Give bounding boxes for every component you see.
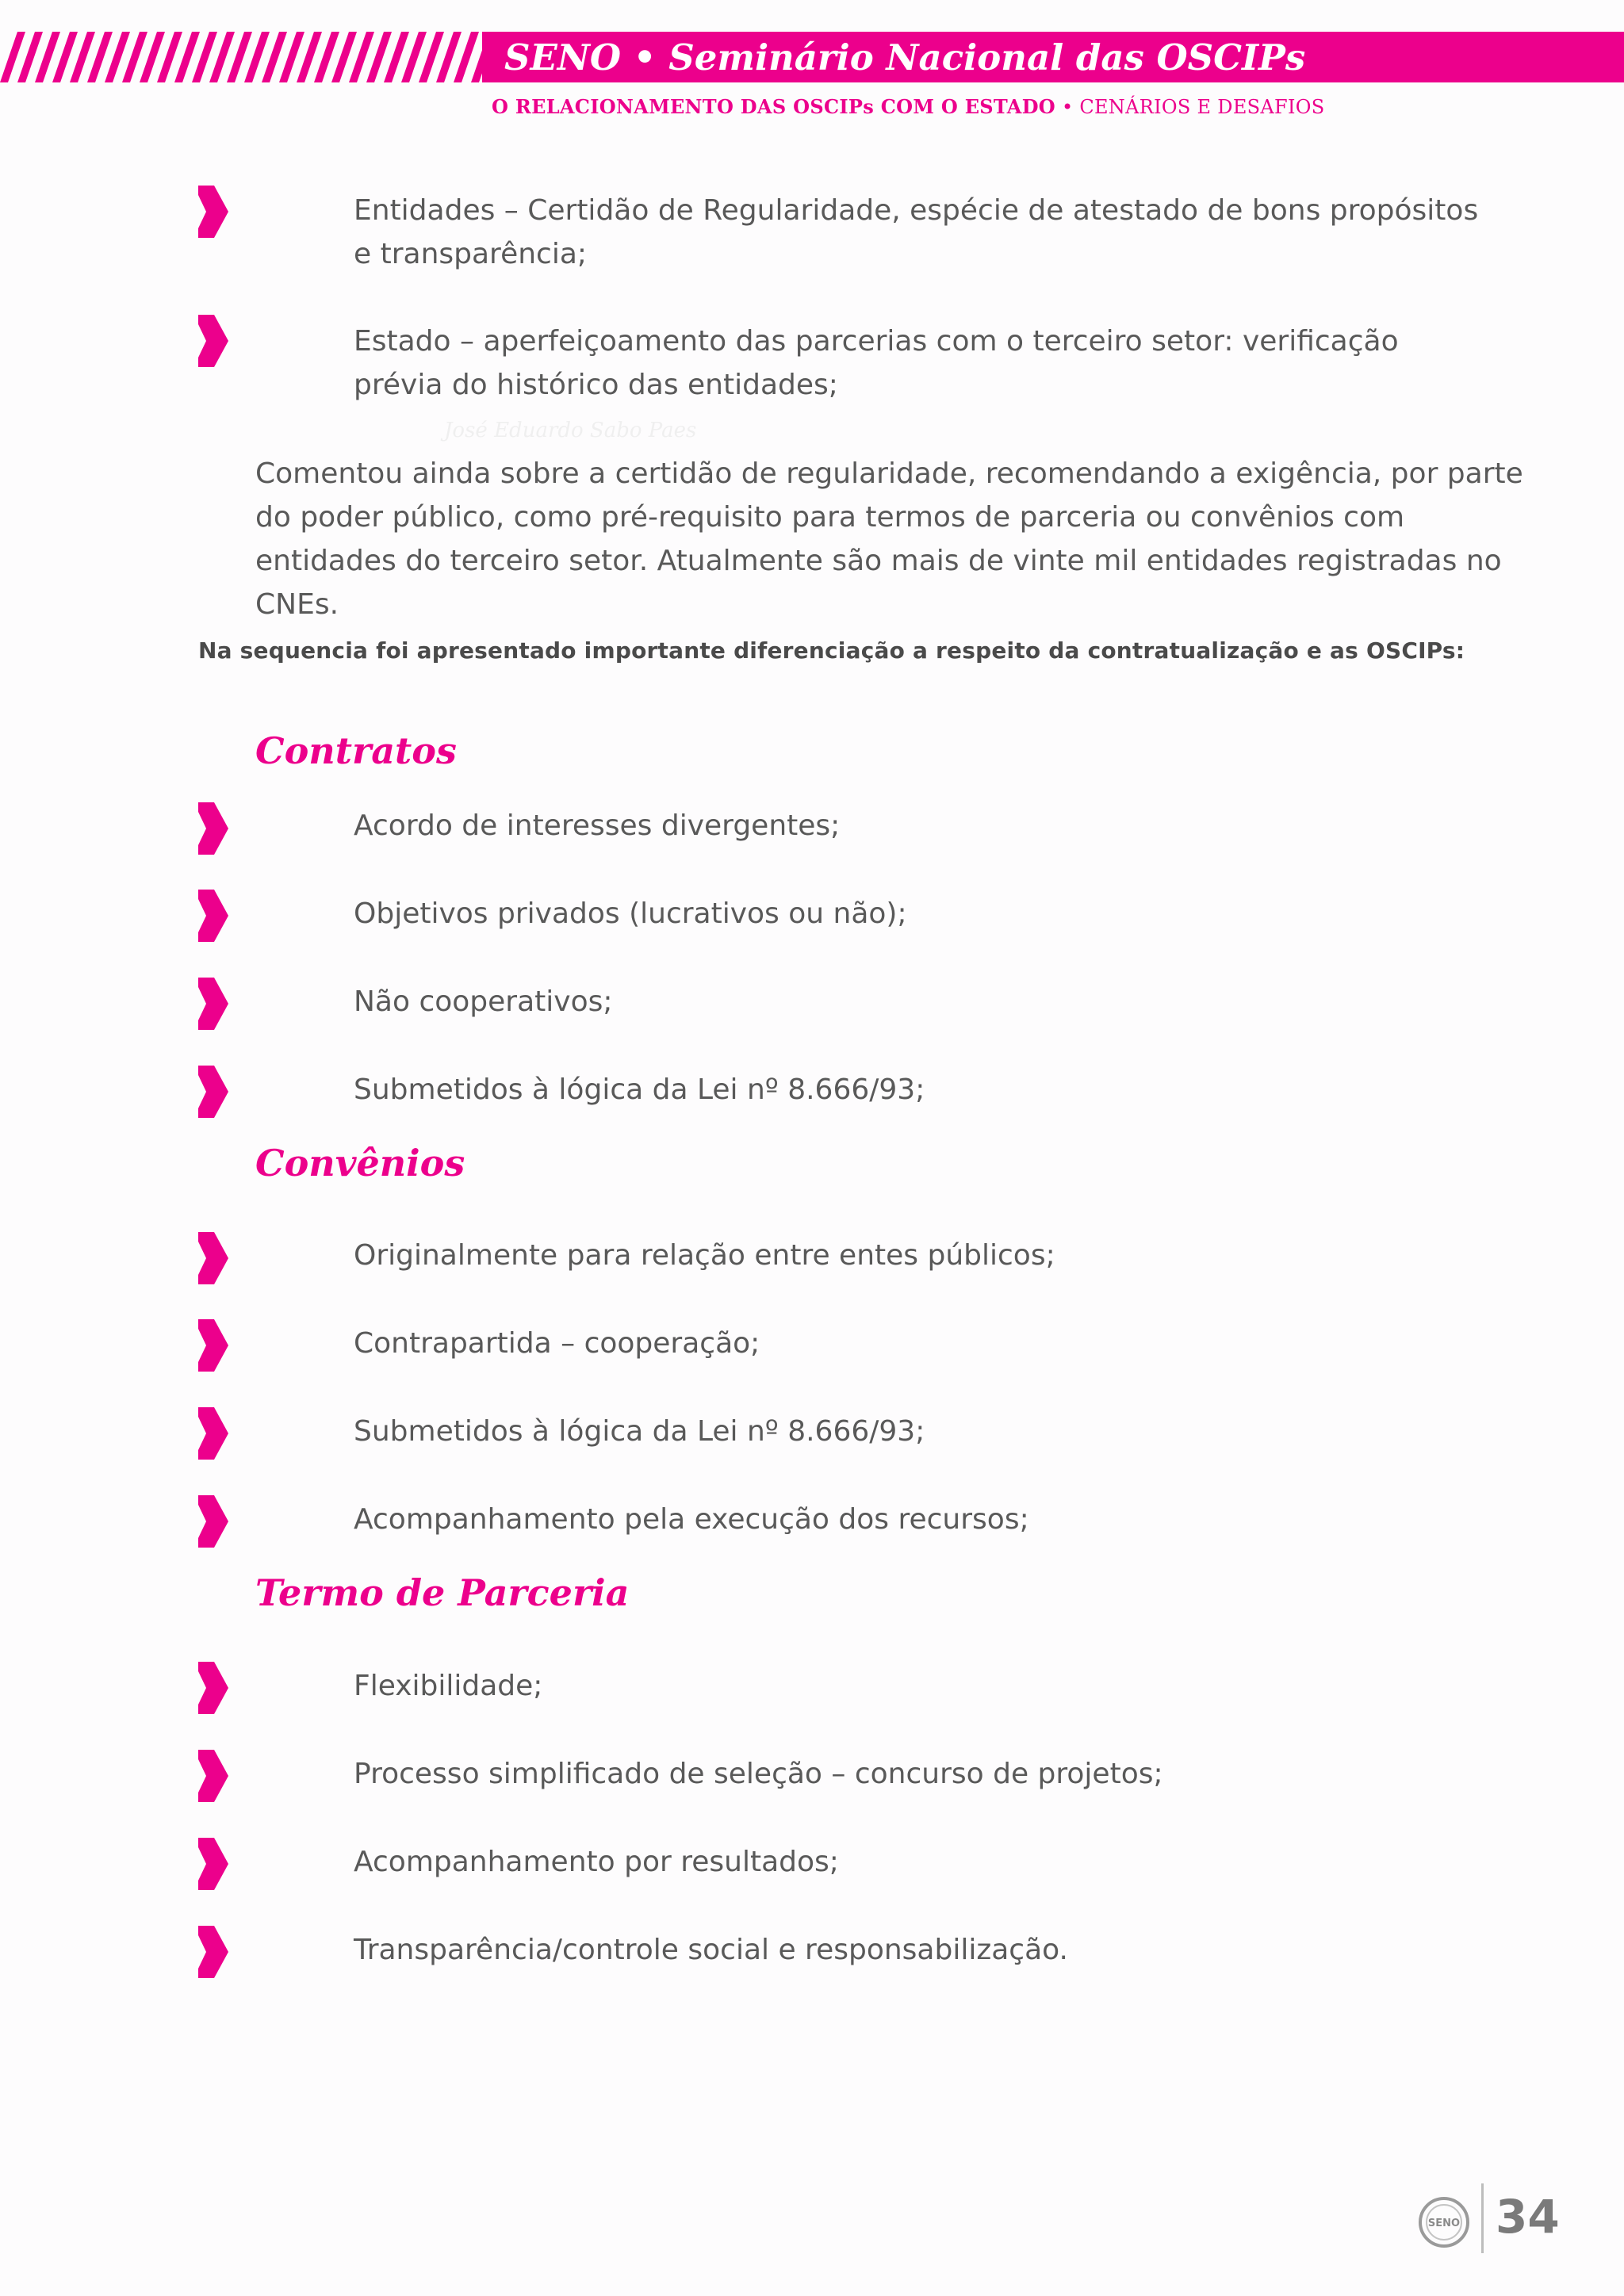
arrow-bullet-icon bbox=[197, 1064, 230, 1119]
body-paragraph: Comentou ainda sobre a certidão de regularidade, recomendando a exigência, por parte do poder público, como pré-requisito para termos de parceria ou convênios com entidades do terceiro setor. Atualmente são mais de vinte mil entidades registradas no CNEs. bbox=[255, 457, 1523, 621]
footer-divider bbox=[1481, 2183, 1484, 2253]
arrow-bullet-icon bbox=[197, 1406, 230, 1461]
arrow-bullet-icon bbox=[197, 976, 230, 1031]
list-item: Transparência/controle social e responsabilização. bbox=[354, 1934, 1068, 1966]
list-item: Não cooperativos; bbox=[354, 985, 613, 1018]
header-subtitle-rest: • CENÁRIOS E DESAFIOS bbox=[1055, 96, 1325, 118]
list-item: Estado – aperfeiçoamento das parcerias com o terceiro setor: verificação prévia do histórico das entidades; bbox=[354, 325, 1399, 401]
list-item: Submetidos à lógica da Lei nº 8.666/93; bbox=[354, 1073, 925, 1106]
list-item: Acompanhamento pela execução dos recursos; bbox=[354, 1503, 1029, 1536]
arrow-bullet-icon bbox=[197, 184, 230, 239]
header-subtitle bbox=[492, 95, 1324, 118]
seno-logo-icon bbox=[1416, 2195, 1472, 2250]
signature-watermark: José Eduardo Sabo Paes bbox=[444, 419, 697, 442]
page-number: 34 bbox=[1496, 2190, 1560, 2244]
arrow-bullet-icon bbox=[197, 1836, 230, 1892]
arrow-bullet-icon bbox=[197, 1924, 230, 1980]
arrow-bullet-icon bbox=[197, 313, 230, 369]
list-item: Acordo de interesses divergentes; bbox=[354, 809, 841, 842]
arrow-bullet-icon bbox=[197, 801, 230, 856]
list-item: Contrapartida – cooperação; bbox=[354, 1327, 760, 1360]
arrow-bullet-icon bbox=[197, 1748, 230, 1804]
list-item: Processo simplificado de seleção – concurso de projetos; bbox=[354, 1758, 1163, 1790]
arrow-bullet-icon bbox=[197, 1660, 230, 1716]
section-title-contratos: Contratos bbox=[255, 729, 457, 772]
list-item: Objetivos privados (lucrativos ou não); bbox=[354, 897, 907, 930]
list-item: Entidades – Certidão de Regularidade, espécie de atestado de bons propósitos e transparência; bbox=[354, 194, 1479, 270]
arrow-bullet-icon bbox=[197, 1494, 230, 1549]
header-stripes bbox=[0, 32, 492, 82]
arrow-bullet-icon bbox=[197, 888, 230, 943]
arrow-bullet-icon bbox=[197, 1318, 230, 1373]
list-item: Originalmente para relação entre entes públicos; bbox=[354, 1239, 1055, 1272]
logo-text: SENO bbox=[1427, 2218, 1461, 2229]
intro-text: Na sequencia foi apresentado importante diferenciação a respeito da contratualização e as OSCIPs: bbox=[198, 637, 1465, 664]
section-title-termo-de-parceria: Termo de Parceria bbox=[255, 1571, 630, 1614]
arrow-bullet-icon bbox=[197, 1230, 230, 1286]
section-title-convenios: Convênios bbox=[255, 1142, 465, 1184]
list-item: Submetidos à lógica da Lei nº 8.666/93; bbox=[354, 1415, 925, 1448]
list-item: Acompanhamento por resultados; bbox=[354, 1846, 839, 1878]
header-title: SENO • Seminário Nacional das OSCIPs bbox=[504, 36, 1306, 78]
header-subtitle-main: O RELACIONAMENTO DAS OSCIPs COM O ESTADO bbox=[492, 95, 1056, 118]
list-item: Flexibilidade; bbox=[354, 1670, 543, 1702]
